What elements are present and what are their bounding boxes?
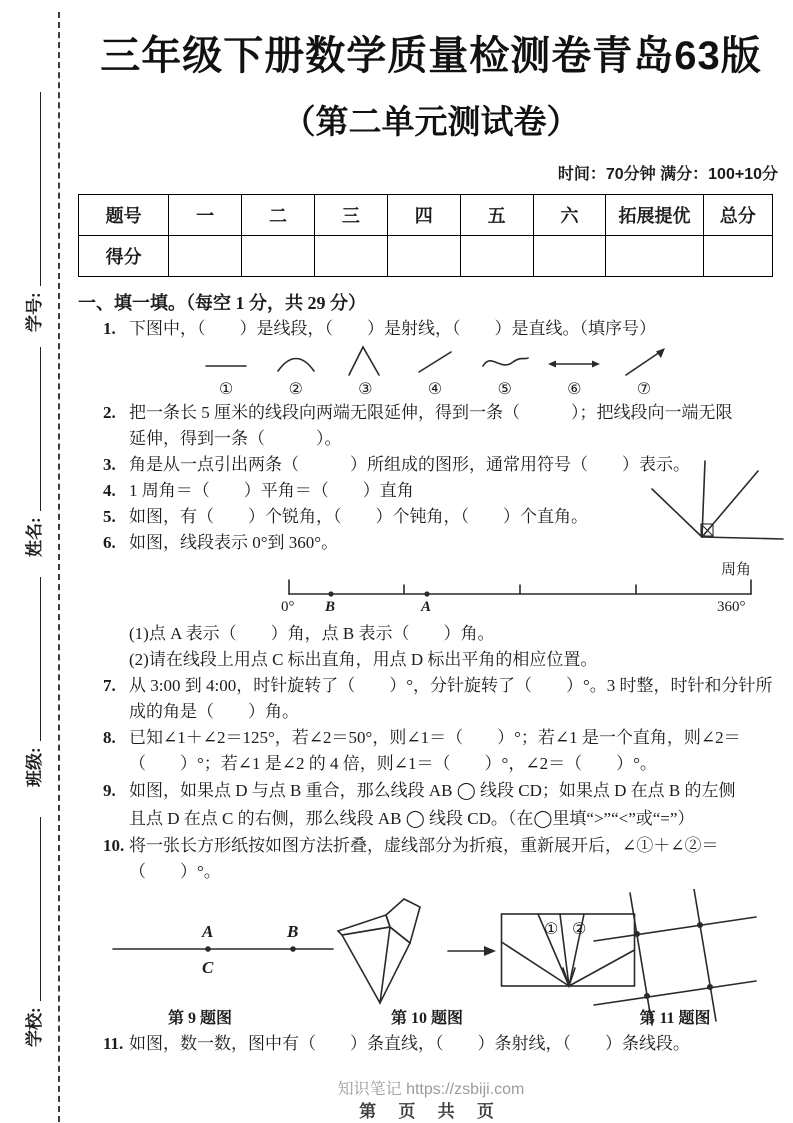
question-6-figure (275, 560, 784, 619)
question-10-text: 将一张长方形纸按如图方法折叠，虚线部分为折痕，重新展开后，∠①＋∠②＝ (129, 836, 719, 855)
score-cell (169, 236, 242, 277)
question-9-text: 如图，如果点 D 与点 B 重合，那么线段 AB ◯ 线段 CD；如果点 D 在点 B 的左侧 (129, 781, 736, 800)
page-number-line: 第 页 共 页 (359, 1102, 503, 1121)
seal-dashed-line (58, 12, 60, 1122)
col-6: 六 (533, 195, 606, 236)
sidebar-field-class (21, 577, 45, 787)
question-6-number: 6. (103, 533, 116, 552)
score-table (78, 194, 773, 277)
figure-q9-line (108, 907, 338, 982)
student-id-label: 学号: (25, 292, 44, 332)
question-8-number: 8. (103, 728, 116, 747)
deg-360-label: 360° (717, 599, 746, 614)
ray-icon (614, 344, 674, 380)
question-9-text-line-2: 且点 D 在点 C 的右侧，那么线段 AB ◯ 线段 CD。（在◯里填“>”“<”或“=”） (129, 809, 695, 828)
figure-q9-caption: 第 9 题图 (167, 1010, 232, 1027)
angle-icon (335, 344, 395, 380)
fig10-angle-1: ① (544, 919, 559, 938)
score-cell (314, 236, 387, 277)
question-5-number: 5. (103, 507, 116, 526)
time-and-score-info: 时间：70分钟 满分：100+10分 (557, 166, 778, 183)
figure-ray (614, 344, 674, 400)
figure-slanted-segment (405, 344, 465, 400)
question-4-text: 1 周角＝（ ）平角＝（ ）直角 (129, 481, 414, 500)
point-a-label: A (421, 599, 432, 614)
question-1 (103, 316, 784, 342)
figure-q10-caption: 第 10 题图 (390, 1010, 463, 1027)
school-blank-line (40, 817, 41, 1001)
question-8-text-line-2: （ ）°；若∠1 是∠2 的 4 倍，则∠1＝（ ）°，∠2＝（ ）°。 (129, 754, 657, 773)
question-2-text-line-2: 延伸，得到一条（ ）。 (129, 429, 342, 448)
question-7-text: 从 3:00 到 4:00，时针旋转了（ ）°，分针旋转了（ ）°。3 时整，时针和分针所 (129, 676, 773, 695)
figure-label-2: ② (288, 379, 303, 398)
question-8 (103, 725, 784, 777)
exam-page (78, 18, 784, 1123)
col-1: 一 (169, 195, 242, 236)
score-cell (606, 236, 703, 277)
figure-segment (196, 344, 256, 400)
question-5-angles-figure (650, 455, 788, 550)
col-4: 四 (387, 195, 460, 236)
question-7-text-line-2: 成的角是（ ）角。 (129, 702, 299, 721)
sidebar-field-student-id (21, 92, 45, 332)
page-title: 三年级下册数学质量检测卷青岛63版 (100, 34, 762, 78)
question-8-text: 已知∠1＋∠2＝125°，若∠2＝50°，则∠1＝（ ）°；若∠1 是一个直角，则∠2＝ (129, 728, 741, 747)
question-11-text: 如图，数一数，图中有（ ）条直线，（ ）条射线，（ ）条线段。 (129, 1034, 690, 1053)
question-2-text: 把一条长 5 厘米的线段向两端无限延伸，得到一条（ ）；把线段向一端无限 (129, 403, 733, 422)
zero-degree-label: 0° (281, 599, 295, 614)
question-4-number: 4. (103, 481, 116, 500)
question-1-figures (196, 344, 674, 400)
wavy-curve-icon (475, 344, 535, 380)
figure-label-4: ④ (427, 379, 443, 398)
question-1-number: 1. (103, 319, 116, 338)
question-7 (103, 673, 784, 725)
point-b-label: B (325, 599, 336, 614)
question-6-sub-2: (2)请在线段上用点 C 标出直角，用点 D 标出平角的相应位置。 (129, 650, 598, 669)
sidebar-field-name (21, 347, 45, 557)
name-label: 姓名: (25, 517, 44, 557)
question-6-text: 如图，线段表示 0°到 360°。 (129, 533, 339, 552)
page-footer (78, 1079, 784, 1123)
page-subtitle: （第二单元测试卷） (282, 103, 580, 140)
score-cell (703, 236, 772, 277)
segment-icon (196, 344, 256, 380)
question-2 (103, 400, 784, 452)
class-label: 班级: (25, 747, 44, 787)
fig9-point-a: A (202, 922, 214, 941)
line-icon (544, 344, 604, 380)
arc-icon (266, 344, 326, 380)
score-cell (460, 236, 533, 277)
sidebar-field-school (21, 817, 45, 1047)
question-1-text: 下图中，（ ）是线段，（ ）是射线，（ ）是直线。（填序号） (129, 319, 656, 338)
col-total: 总分 (703, 195, 772, 236)
score-row-label: 得分 (79, 236, 169, 277)
fig10-angle-2: ② (572, 919, 587, 938)
section-one-heading: 一、填一填。（每空 1 分，共 29 分） (78, 293, 366, 313)
school-label: 学校: (25, 1007, 44, 1047)
question-7-number: 7. (103, 676, 116, 695)
name-blank-line (40, 347, 41, 511)
question-3-number: 3. (103, 455, 116, 474)
figure-line (544, 344, 604, 400)
degree-number-line (275, 560, 765, 614)
figure-q11-caption: 第 11 题图 (639, 1010, 711, 1027)
score-table-header-row (79, 195, 773, 236)
question-10-text-line-2: （ ）°。 (129, 862, 221, 881)
figure-label-3: ③ (358, 379, 373, 398)
question-11-number: 11. (103, 1034, 124, 1053)
question-5-text: 如图，有（ ）个锐角，（ ）个钝角，（ ）个直角。 (129, 507, 588, 526)
score-cell (387, 236, 460, 277)
question-10-number: 10. (103, 836, 125, 855)
question-2-number: 2. (103, 403, 116, 422)
score-cell (533, 236, 606, 277)
question-11 (103, 1031, 784, 1057)
figure-label-7: ⑦ (636, 379, 652, 398)
folded-paper-icon (330, 895, 442, 1007)
score-cell (242, 236, 315, 277)
full-angle-label: 周角 (721, 562, 752, 578)
col-2: 二 (242, 195, 315, 236)
figure-label-6: ⑥ (567, 379, 582, 398)
question-10 (103, 833, 784, 885)
figure-angle (335, 344, 395, 400)
col-3: 三 (314, 195, 387, 236)
question-9-number: 9. (103, 781, 116, 800)
figure-arc (266, 344, 326, 400)
figure-label-1: ① (218, 379, 234, 398)
col-extension: 拓展提优 (606, 195, 703, 236)
score-table-score-row (79, 236, 773, 277)
figure-label-5: ⑤ (497, 379, 512, 398)
bottom-figures-row (78, 889, 784, 1031)
fig9-point-b: B (287, 922, 299, 941)
arrow-icon (442, 941, 500, 961)
class-blank-line (40, 577, 41, 741)
col-5: 五 (460, 195, 533, 236)
score-table-corner: 题号 (79, 195, 169, 236)
student-id-blank-line (40, 92, 41, 286)
figure-wavy-curve (475, 344, 535, 400)
question-3-text: 角是从一点引出两条（ ）所组成的图形，通常用符号（ ）表示。 (129, 455, 690, 474)
fig9-point-c: C (202, 958, 214, 977)
question-6-sub-1: (1)点 A 表示（ ）角，点 B 表示（ ）角。 (129, 624, 495, 643)
site-watermark: 知识笔记 https://zsbiji.com (337, 1081, 525, 1098)
question-9 (103, 777, 784, 833)
slanted-segment-icon (405, 344, 465, 380)
